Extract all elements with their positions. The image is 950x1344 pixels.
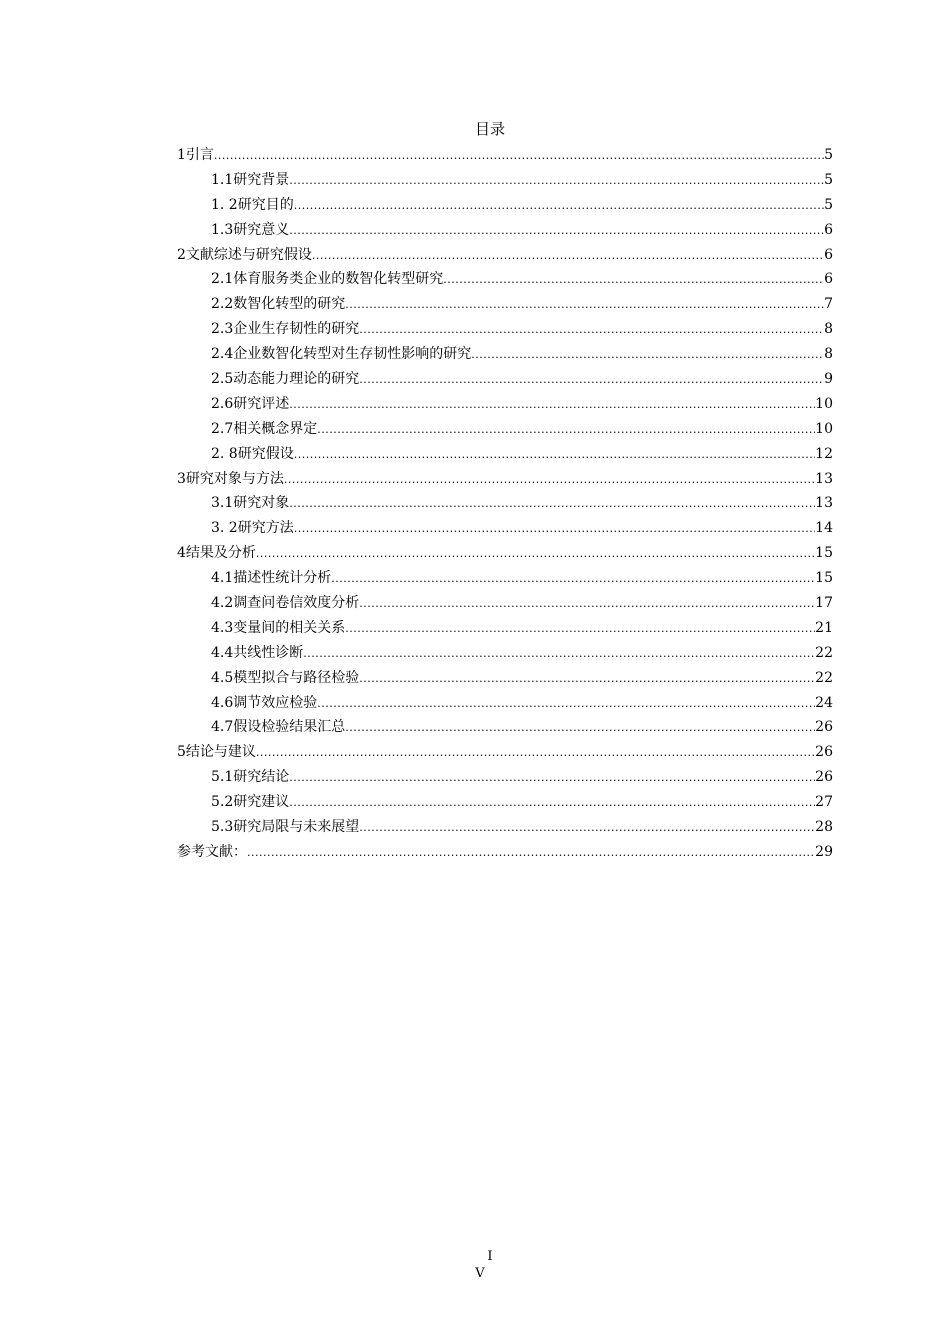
toc-entry[interactable] [177, 292, 833, 317]
page-number-line-2: V [475, 1266, 485, 1281]
toc-dot-leader [214, 146, 824, 166]
toc-entry[interactable] [177, 566, 833, 591]
toc-entry[interactable] [177, 417, 833, 442]
toc-dot-leader [345, 295, 824, 315]
toc-entry-label: 2文献综述与研究假设 [177, 246, 312, 263]
toc-entry-label: 1引言 [177, 147, 214, 163]
toc-dot-leader [345, 619, 815, 639]
toc-entry[interactable] [177, 168, 833, 193]
toc-entry-label: 2. 8研究假设 [211, 445, 294, 462]
toc-entry[interactable] [177, 790, 833, 815]
toc-entry[interactable] [177, 317, 833, 342]
toc-entry[interactable] [177, 143, 833, 168]
toc-entry-page: 13 [815, 495, 833, 512]
toc-dot-leader [294, 519, 815, 539]
toc-dot-leader [443, 270, 824, 290]
toc-entry-page: 8 [824, 321, 833, 338]
toc-dot-leader [359, 320, 824, 340]
toc-entry[interactable] [177, 740, 833, 765]
toc-entry[interactable] [177, 666, 833, 691]
toc-dot-leader [303, 644, 815, 664]
toc-entry-label: 2.2数智化转型的研究 [211, 296, 346, 313]
toc-entry-label: 4.2调查问卷信效度分析 [211, 595, 360, 612]
toc-entry-page: 24 [815, 694, 833, 711]
toc-entry-page: 8 [824, 346, 833, 363]
toc-entry[interactable] [177, 641, 833, 666]
toc-entry-label: 5.1研究结论 [211, 769, 290, 786]
toc-entry-label: 2.4企业数智化转型对生存韧性影响的研究 [211, 346, 472, 363]
toc-entry-label: 4.3变量间的相关关系 [211, 619, 346, 636]
toc-entry-label: 4.6调节效应检验 [211, 694, 318, 711]
toc-entry-page: 26 [815, 769, 833, 786]
toc-entry-page: 29 [815, 843, 833, 860]
toc-dot-leader [331, 569, 815, 589]
toc-entry[interactable] [177, 591, 833, 616]
toc-entry[interactable] [177, 616, 833, 641]
toc-entry-page: 28 [815, 819, 833, 836]
toc-dot-leader [284, 470, 815, 490]
toc-entry-page: 7 [824, 296, 833, 313]
toc-entry-label: 4.7假设检验结果汇总 [211, 719, 346, 736]
toc-dot-leader [289, 793, 815, 813]
toc-dot-leader [289, 221, 824, 241]
toc-entry-page: 22 [815, 669, 833, 686]
toc-entry-page: 13 [815, 470, 833, 487]
toc-entry-page: 10 [815, 420, 833, 437]
toc-entry-page: 26 [815, 719, 833, 736]
toc-entry[interactable] [177, 715, 833, 740]
toc-entry-label: 5结论与建议 [177, 744, 256, 761]
toc-entry-page: 6 [824, 271, 833, 288]
toc-entry-label: 3. 2研究方法 [211, 520, 294, 537]
toc-dot-leader [359, 370, 824, 390]
toc-dot-leader [289, 171, 824, 191]
toc-entry-page: 12 [815, 445, 833, 462]
toc-entry[interactable] [177, 392, 833, 417]
table-of-contents [177, 143, 833, 865]
toc-entry[interactable] [177, 442, 833, 467]
toc-entry-page: 5 [824, 147, 833, 163]
toc-dot-leader [359, 669, 815, 689]
toc-entry-page: 22 [815, 644, 833, 661]
page-number-line-1: I [487, 1249, 493, 1264]
toc-entry-label: 2.6研究评述 [211, 395, 290, 412]
toc-entry[interactable] [177, 491, 833, 516]
toc-entry-page: 27 [815, 794, 833, 811]
toc-entry-label: 3研究对象与方法 [177, 470, 284, 487]
toc-dot-leader [289, 494, 815, 514]
toc-entry-label: 5.3研究局限与未来展望 [211, 819, 360, 836]
toc-entry[interactable] [177, 193, 833, 218]
toc-entry-page: 15 [815, 570, 833, 587]
toc-entry-label: 2.7相关概念界定 [211, 420, 318, 437]
toc-dot-leader [359, 594, 815, 614]
toc-entry-label: 2.3企业生存韧性的研究 [211, 321, 360, 338]
toc-entry-label: 1.3研究意义 [211, 221, 290, 238]
toc-dot-leader [317, 420, 815, 440]
toc-dot-leader [289, 395, 815, 415]
toc-entry-label: 3.1研究对象 [211, 495, 290, 512]
toc-title: 目录 [474, 120, 505, 138]
toc-entry[interactable] [177, 342, 833, 367]
toc-dot-leader [294, 196, 824, 216]
toc-entry[interactable] [177, 815, 833, 840]
toc-dot-leader [312, 246, 824, 266]
toc-entry[interactable] [177, 541, 833, 566]
toc-entry-page: 26 [815, 744, 833, 761]
toc-dot-leader [289, 768, 815, 788]
toc-entry[interactable] [177, 765, 833, 790]
toc-entry-label: 4.4共线性诊断 [211, 644, 304, 661]
toc-dot-leader [294, 445, 815, 465]
toc-entry-label: 2.5动态能力理论的研究 [211, 371, 360, 388]
toc-dot-leader [317, 694, 815, 714]
toc-entry[interactable] [177, 367, 833, 392]
toc-dot-leader [345, 718, 815, 738]
toc-entry-page: 14 [815, 520, 833, 537]
toc-dot-leader [359, 818, 815, 838]
toc-entry-page: 5 [824, 171, 833, 188]
toc-entry[interactable] [177, 691, 833, 716]
toc-entry-label: 4结果及分析 [177, 545, 256, 562]
toc-entry-page: 17 [815, 595, 833, 612]
toc-entry[interactable] [177, 467, 833, 492]
toc-entry-page: 6 [824, 246, 833, 263]
toc-entry-page: 9 [824, 371, 833, 388]
toc-entry[interactable] [177, 267, 833, 292]
toc-entry-page: 10 [815, 395, 833, 412]
toc-entry[interactable] [177, 218, 833, 243]
toc-entry[interactable] [177, 243, 833, 268]
toc-entry-page: 6 [824, 221, 833, 238]
toc-dot-leader [256, 743, 815, 763]
toc-dot-leader [247, 843, 815, 863]
toc-dot-leader [471, 345, 824, 365]
toc-entry-label: 1. 2研究目的 [211, 196, 294, 213]
toc-entry-label: 4.1描述性统计分析 [211, 570, 332, 587]
toc-entry[interactable] [177, 840, 833, 865]
toc-entry-page: 15 [815, 545, 833, 562]
toc-entry-page: 21 [815, 619, 833, 636]
toc-entry-label: 4.5模型拟合与路径检验 [211, 669, 360, 686]
toc-entry-label: 2.1体育服务类企业的数智化转型研究 [211, 271, 444, 288]
toc-entry-label: 1.1研究背景 [211, 171, 290, 188]
toc-entry-page: 5 [824, 196, 833, 213]
toc-entry[interactable] [177, 516, 833, 541]
toc-dot-leader [256, 544, 815, 564]
toc-entry-label: 5.2研究建议 [211, 794, 290, 811]
toc-entry-label: 参考文献： [177, 843, 247, 860]
